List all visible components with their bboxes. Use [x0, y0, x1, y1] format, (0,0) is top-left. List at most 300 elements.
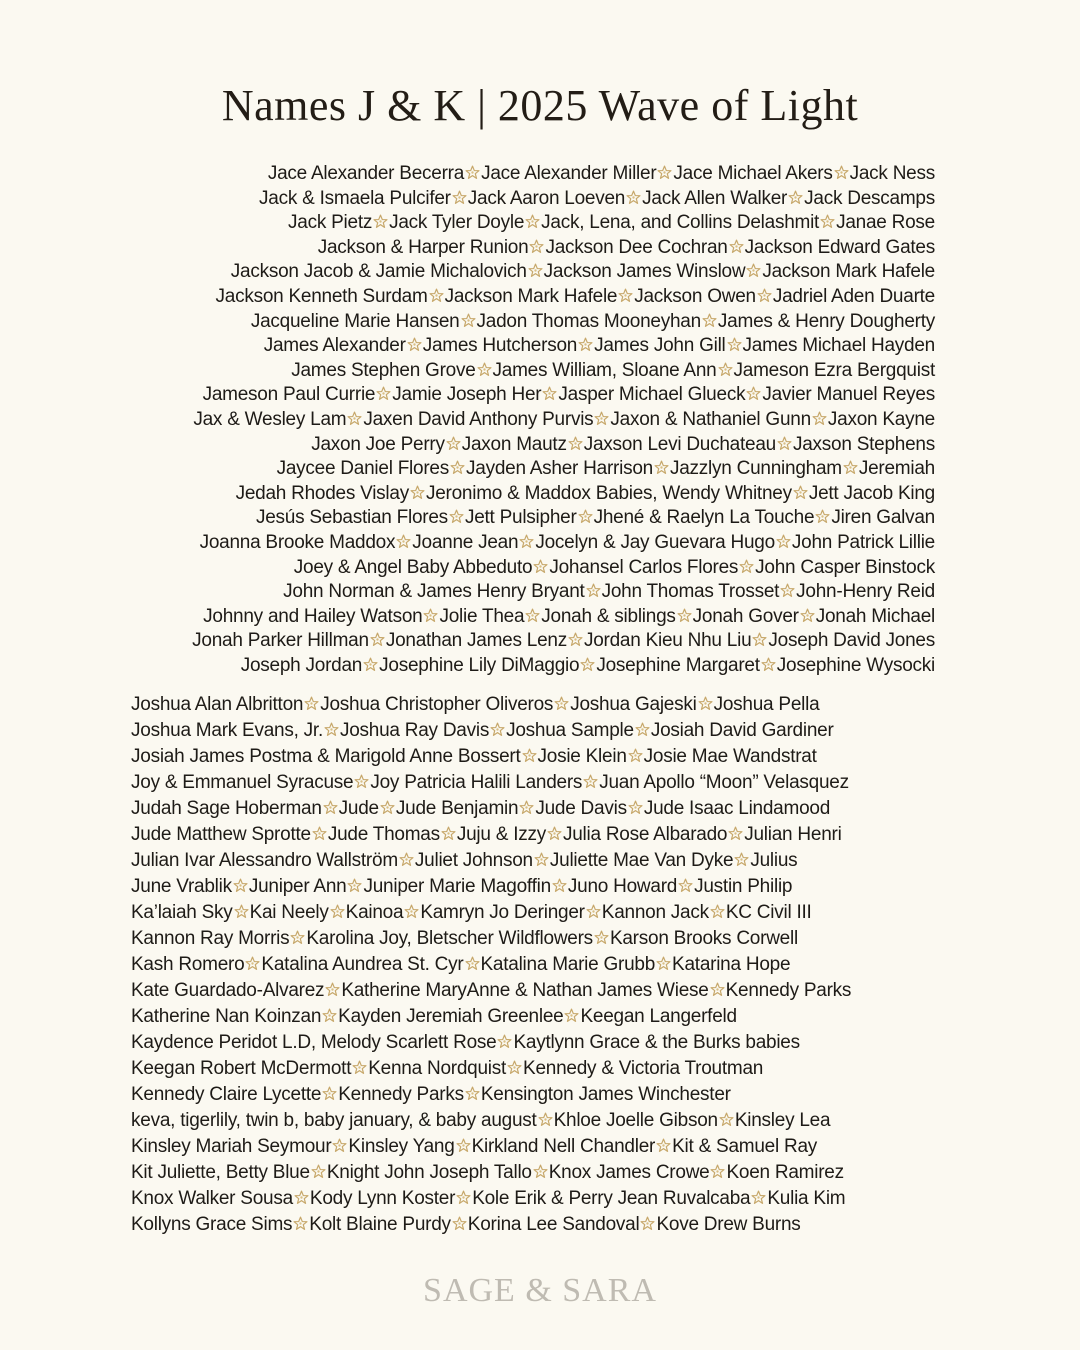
- name-row: [75, 433, 935, 458]
- name-row: [75, 408, 935, 433]
- memorial-name: Kinsley Lea: [734, 1110, 831, 1131]
- star-icon: [423, 606, 438, 621]
- star-icon: [354, 771, 369, 786]
- star-icon: [407, 335, 422, 350]
- star-icon: [752, 630, 767, 645]
- star-icon: [450, 458, 465, 473]
- name-row: [75, 162, 935, 187]
- memorial-name: James Alexander: [263, 335, 406, 357]
- star-icon: [678, 875, 693, 890]
- names-block-right-aligned: [75, 162, 935, 678]
- memorial-name: Jayden Asher Harrison: [466, 458, 653, 480]
- star-icon: [522, 745, 537, 760]
- star-icon: [729, 237, 744, 252]
- memorial-name: Kenna Nordquist: [368, 1058, 507, 1079]
- star-icon: [552, 875, 567, 890]
- star-icon: [702, 311, 717, 326]
- star-icon: [578, 335, 593, 350]
- name-row: [131, 978, 961, 1004]
- star-icon: [449, 507, 464, 522]
- name-row: [75, 531, 935, 556]
- star-icon: [718, 360, 733, 375]
- memorial-name: Kennedy Parks: [338, 1084, 464, 1105]
- memorial-name: John Thomas Trosset: [601, 581, 780, 603]
- memorial-name: Khloe Joelle Gibson: [553, 1110, 718, 1131]
- memorial-name: Keegan Langerfeld: [580, 1006, 737, 1027]
- memorial-name: Katalina Marie Grubb: [480, 954, 656, 975]
- memorial-name: Jasper Michael Glueck: [558, 384, 746, 406]
- memorial-name: Joseph Jordan: [240, 654, 363, 676]
- star-icon: [594, 409, 609, 424]
- star-icon: [376, 384, 391, 399]
- memorial-name: James Michael Hayden: [742, 335, 935, 357]
- name-row: [131, 952, 961, 978]
- memorial-name: Kinsley Yang: [348, 1136, 455, 1157]
- star-icon: [304, 693, 319, 708]
- memorial-name: Jack Tyler Doyle: [389, 212, 525, 234]
- memorial-name: Kate Guardado-Alvarez: [131, 980, 325, 1001]
- memorial-name: Knox James Crowe: [548, 1162, 710, 1183]
- star-icon: [322, 1083, 337, 1098]
- star-icon: [534, 849, 549, 864]
- memorial-name: Jaxson Levi Duchateau: [583, 433, 776, 455]
- star-icon: [746, 384, 761, 399]
- star-icon: [728, 823, 743, 838]
- memorial-name: Jack Ness: [849, 163, 935, 184]
- memorial-name: Josiah James Postma & Marigold Anne Bossert: [131, 746, 521, 767]
- star-icon: [656, 953, 671, 968]
- star-icon: [628, 745, 643, 760]
- memorial-name: Jeronimo & Maddox Babies, Wendy Whitney: [425, 482, 792, 504]
- star-icon: [793, 483, 808, 498]
- memorial-name: Jack & Ismaela Pulcifer: [259, 187, 451, 209]
- star-icon: [547, 823, 562, 838]
- memorial-name: Jesús Sebastian Flores: [255, 507, 448, 529]
- star-icon: [656, 1135, 671, 1150]
- memorial-name: Kennedy Parks: [725, 980, 852, 1001]
- memorial-name: Jackson James Winslow: [543, 261, 746, 283]
- name-row: [75, 506, 935, 531]
- star-icon: [746, 261, 761, 276]
- memorial-name: Jack Descamps: [804, 187, 935, 209]
- memorial-name: Jonah & siblings: [541, 605, 676, 627]
- star-icon: [477, 360, 492, 375]
- star-icon: [234, 901, 249, 916]
- star-icon: [834, 163, 849, 178]
- memorial-name: Joanne Jean: [412, 531, 519, 553]
- memorial-name: Juliette Mae Van Dyke: [549, 850, 734, 871]
- name-row: [131, 718, 961, 744]
- memorial-name: Joshua Sample: [506, 720, 634, 741]
- memorial-name: Jackson Mark Hafele: [762, 261, 935, 283]
- name-row: [75, 187, 935, 212]
- memorial-name: James Stephen Grove: [291, 359, 476, 381]
- memorial-name: John Patrick Lillie: [791, 531, 935, 553]
- star-icon: [461, 311, 476, 326]
- star-icon: [347, 875, 362, 890]
- name-row: [75, 359, 935, 384]
- memorial-name: Joshua Mark Evans, Jr.: [131, 720, 323, 741]
- memorial-name: Jackson Jacob & Jamie Michalovich: [230, 261, 527, 283]
- star-icon: [429, 286, 444, 301]
- names-block-left-aligned: [131, 692, 961, 1238]
- memorial-name: Jett Pulsipher: [464, 507, 577, 529]
- memorial-name: Kennedy & Victoria Troutman: [523, 1058, 764, 1079]
- name-row: [131, 1212, 961, 1238]
- memorial-name: Julian Henri: [744, 824, 842, 845]
- star-icon: [452, 1213, 467, 1228]
- name-row: [75, 457, 935, 482]
- memorial-name: Kamryn Jo Deringer: [420, 902, 585, 923]
- star-icon: [628, 797, 643, 812]
- star-icon: [580, 655, 595, 670]
- name-row: [75, 236, 935, 261]
- memorial-name: Juno Howard: [567, 876, 678, 897]
- memorial-name: Kainoa: [345, 902, 404, 923]
- star-icon: [456, 1135, 471, 1150]
- memorial-name: Joanna Brooke Maddox: [199, 531, 396, 553]
- name-row: [131, 926, 961, 952]
- memorial-name: Juan Apollo “Moon” Velasquez: [599, 772, 849, 793]
- star-icon: [635, 719, 650, 734]
- memorial-name: Juniper Ann: [248, 876, 347, 897]
- star-icon: [322, 1005, 337, 1020]
- star-icon: [332, 1135, 347, 1150]
- star-icon: [497, 1031, 512, 1046]
- star-icon: [820, 212, 835, 227]
- memorial-name: Jonathan James Lenz: [385, 630, 567, 652]
- name-row: [131, 744, 961, 770]
- memorial-name: Jace Michael Akers: [673, 163, 833, 184]
- memorial-name: Jack Allen Walker: [642, 187, 788, 209]
- star-icon: [719, 1109, 734, 1124]
- memorial-name: Jax & Wesley Lam: [193, 408, 347, 430]
- memorial-name: Jonah Michael: [815, 605, 935, 627]
- star-icon: [578, 507, 593, 522]
- memorial-name: Kit Juliette, Betty Blue: [131, 1162, 310, 1183]
- memorial-name: Jaxon Kayne: [827, 408, 935, 430]
- memorial-name: Jude Matthew Sprotte: [131, 824, 311, 845]
- memorial-name: Katherine Nan Koinzan: [131, 1006, 322, 1027]
- memorial-name: Jude: [338, 798, 379, 819]
- name-row: [75, 629, 935, 654]
- memorial-name: Jackson Edward Gates: [744, 236, 935, 258]
- memorial-name: Jett Jacob King: [808, 482, 935, 504]
- memorial-name: Juju & Izzy: [456, 824, 546, 845]
- star-icon: [519, 532, 534, 547]
- star-icon: [698, 693, 713, 708]
- memorial-name: Jude Isaac Lindamood: [643, 798, 831, 819]
- star-icon: [710, 1161, 725, 1176]
- star-icon: [843, 458, 858, 473]
- memorial-name: Jiren Galvan: [831, 507, 935, 529]
- star-icon: [490, 719, 505, 734]
- memorial-name: Jack Aaron Loeven: [467, 187, 626, 209]
- star-icon: [352, 1057, 367, 1072]
- star-icon: [525, 212, 540, 227]
- memorial-name: Joy & Emmanuel Syracuse: [131, 772, 354, 793]
- star-icon: [777, 434, 792, 449]
- star-icon: [456, 1187, 471, 1202]
- brand-footer: SAGE & SARA: [423, 1272, 657, 1309]
- name-row: [131, 1160, 961, 1186]
- star-icon: [465, 953, 480, 968]
- star-icon: [739, 557, 754, 572]
- star-icon: [640, 1213, 655, 1228]
- star-icon: [757, 286, 772, 301]
- star-icon: [465, 163, 480, 178]
- star-icon: [710, 979, 725, 994]
- star-icon: [533, 557, 548, 572]
- memorial-name: Jackson Kenneth Surdam: [215, 285, 428, 307]
- name-row: [131, 1082, 961, 1108]
- memorial-name: Kash Romero: [131, 954, 245, 975]
- memorial-name: Jocelyn & Jay Guevara Hugo: [535, 531, 775, 553]
- memorial-name: Juniper Marie Magoffin: [363, 876, 551, 897]
- star-icon: [245, 953, 260, 968]
- memorial-name: Korina Lee Sandoval: [467, 1214, 640, 1235]
- memorial-name: Joshua Alan Albritton: [131, 694, 304, 715]
- memorial-name: Kannon Ray Morris: [131, 928, 290, 949]
- star-icon: [554, 693, 569, 708]
- name-row: [75, 211, 935, 236]
- memorial-name: Jordan Kieu Nhu Liu: [583, 630, 752, 652]
- memorial-name: Karson Brooks Corwell: [609, 928, 798, 949]
- name-row: [75, 654, 935, 679]
- memorial-name: Jolie Thea: [439, 605, 525, 627]
- memorial-name: Joey & Angel Baby Abbeduto: [293, 556, 533, 578]
- memorial-name: James Hutcherson: [422, 335, 578, 357]
- memorial-name: Joshua Gajeski: [570, 694, 697, 715]
- star-icon: [380, 797, 395, 812]
- memorial-name: Joshua Pella: [713, 694, 820, 715]
- star-icon: [788, 188, 803, 203]
- memorial-name: Josie Mae Wandstrat: [643, 746, 817, 767]
- name-row: [75, 556, 935, 581]
- memorial-name: Josie Klein: [537, 746, 627, 767]
- memorial-name: Kai Neely: [249, 902, 329, 923]
- memorial-name: James & Henry Dougherty: [717, 310, 935, 332]
- star-icon: [525, 606, 540, 621]
- memorial-name: Jaxon & Nathaniel Gunn: [610, 408, 811, 430]
- star-icon: [568, 434, 583, 449]
- memorial-name: keva, tigerlily, twin b, baby january, & baby august: [131, 1110, 537, 1131]
- name-row: [131, 900, 961, 926]
- star-icon: [583, 771, 598, 786]
- memorial-name: James William, Sloane Ann: [492, 359, 717, 381]
- memorial-name: Jonah Parker Hillman: [192, 630, 369, 652]
- memorial-name: Knight John Joseph Tallo: [326, 1162, 532, 1183]
- memorial-name: Jadon Thomas Mooneyhan: [476, 310, 701, 332]
- star-icon: [586, 901, 601, 916]
- star-icon: [800, 606, 815, 621]
- memorial-name: Judah Sage Hoberman: [131, 798, 322, 819]
- memorial-name: Kit & Samuel Ray: [672, 1136, 818, 1157]
- name-row: [75, 580, 935, 605]
- memorial-name: Jonah Gover: [692, 605, 799, 627]
- name-row: [75, 334, 935, 359]
- memorial-name: Joy Patricia Halili Landers: [370, 772, 583, 793]
- name-row: [75, 285, 935, 310]
- star-icon: [324, 719, 339, 734]
- memorial-name: Karolina Joy, Bletscher Wildflowers: [306, 928, 593, 949]
- name-row: [131, 1108, 961, 1134]
- name-row: [131, 1030, 961, 1056]
- star-icon: [734, 849, 749, 864]
- memorial-name: Kennedy Claire Lycette: [131, 1084, 322, 1105]
- memorial-name: Jameson Paul Currie: [202, 384, 376, 406]
- memorial-name: Kinsley Mariah Seymour: [131, 1136, 332, 1157]
- memorial-name: Joshua Christopher Oliveros: [320, 694, 554, 715]
- star-icon: [294, 1187, 309, 1202]
- memorial-name: KC Civil III: [725, 902, 812, 923]
- memorial-name: Kaydence Peridot L.D, Melody Scarlett Rose: [131, 1032, 497, 1053]
- name-row: [131, 770, 961, 796]
- star-icon: [618, 286, 633, 301]
- memorial-name: Jace Alexander Becerra: [267, 163, 465, 184]
- star-icon: [586, 581, 601, 596]
- star-icon: [654, 458, 669, 473]
- memorial-name: Jaycee Daniel Flores: [276, 458, 449, 480]
- memorial-name: Jeremiah: [858, 458, 935, 480]
- memorial-name: Johnny and Hailey Watson: [203, 605, 423, 627]
- star-icon: [626, 188, 641, 203]
- star-icon: [347, 409, 362, 424]
- memorial-name: Josephine Margaret: [596, 654, 760, 676]
- star-icon: [761, 655, 776, 670]
- star-icon: [677, 606, 692, 621]
- memorial-name: Knox Walker Sousa: [131, 1188, 293, 1209]
- memorial-name: Kayden Jeremiah Greenlee: [338, 1006, 564, 1027]
- star-icon: [373, 212, 388, 227]
- name-row: [131, 1134, 961, 1160]
- star-icon: [441, 823, 456, 838]
- memorial-name: Justin Philip: [694, 876, 793, 897]
- memorial-name: James John Gill: [594, 335, 726, 357]
- name-row: [75, 310, 935, 335]
- memorial-name: Keegan Robert McDermott: [131, 1058, 352, 1079]
- star-icon: [751, 1187, 766, 1202]
- memorial-name: Jackson & Harper Runion: [317, 236, 529, 258]
- memorial-name: Jhené & Raelyn La Touche: [593, 507, 815, 529]
- memorial-name: Jack, Lena, and Collins Delashmit: [541, 212, 820, 234]
- name-row: [75, 605, 935, 630]
- star-icon: [507, 1057, 522, 1072]
- star-icon: [529, 237, 544, 252]
- memorial-name: Jaxson Stephens: [792, 433, 935, 455]
- memorial-name: Kody Lynn Koster: [309, 1188, 456, 1209]
- page-title: Names J & K | 2025 Wave of Light: [221, 81, 859, 130]
- memorial-name: Jackson Dee Cochran: [545, 236, 728, 258]
- star-icon: [330, 901, 345, 916]
- memorial-name: Jadriel Aden Duarte: [772, 285, 935, 307]
- star-icon: [370, 630, 385, 645]
- star-icon: [776, 532, 791, 547]
- name-row: [131, 796, 961, 822]
- memorial-name: June Vrablik: [131, 876, 232, 897]
- star-icon: [446, 434, 461, 449]
- memorial-name: Josephine Wysocki: [776, 654, 935, 676]
- star-icon: [727, 335, 742, 350]
- memorial-name: Julian Ivar Alessandro Wallström: [131, 850, 398, 871]
- memorial-name: Jace Alexander Miller: [481, 163, 657, 184]
- star-icon: [780, 581, 795, 596]
- star-icon: [363, 655, 378, 670]
- memorial-name: Jaxen David Anthony Purvis: [363, 408, 594, 430]
- star-icon: [710, 901, 725, 916]
- memorial-name: Kole Erik & Perry Jean Ruvalcaba: [472, 1188, 751, 1209]
- memorial-name: Kollyns Grace Sims: [131, 1214, 293, 1235]
- memorial-name: Julius: [750, 850, 798, 871]
- memorial-name: Kensington James Winchester: [480, 1084, 731, 1105]
- star-icon: [396, 532, 411, 547]
- memorial-name: Jude Davis: [535, 798, 627, 819]
- star-icon: [233, 875, 248, 890]
- memorial-name: Jamie Joseph Her: [392, 384, 542, 406]
- memorial-name: Jude Thomas: [327, 824, 440, 845]
- name-row: [131, 692, 961, 718]
- memorial-name: Kove Drew Burns: [656, 1214, 801, 1235]
- star-icon: [404, 901, 419, 916]
- memorial-name: Juliet Johnson: [414, 850, 533, 871]
- star-icon: [312, 823, 327, 838]
- star-icon: [465, 1083, 480, 1098]
- star-icon: [410, 483, 425, 498]
- name-row: [131, 848, 961, 874]
- memorial-name: John Norman & James Henry Bryant: [283, 581, 585, 603]
- name-row: [75, 260, 935, 285]
- name-row: [131, 1186, 961, 1212]
- name-row: [75, 482, 935, 507]
- star-icon: [812, 409, 827, 424]
- name-row: [131, 1056, 961, 1082]
- memorial-name: Katherine MaryAnne & Nathan James Wiese: [341, 980, 709, 1001]
- memorial-name: Kulia Kim: [767, 1188, 846, 1209]
- star-icon: [293, 1213, 308, 1228]
- memorial-name: Jude Benjamin: [395, 798, 519, 819]
- star-icon: [519, 797, 534, 812]
- memorial-name: Jazzlyn Cunningham: [669, 458, 842, 480]
- memorial-name: Janae Rose: [836, 212, 935, 234]
- memorial-name: John-Henry Reid: [796, 581, 935, 603]
- name-row: [131, 822, 961, 848]
- name-row: [131, 1004, 961, 1030]
- memorial-name: Jedah Rhodes Vislay: [235, 482, 409, 504]
- memorial-name: Julia Rose Albarado: [562, 824, 728, 845]
- memorial-name: Jackson Owen: [634, 285, 756, 307]
- memorial-name: Jack Pietz: [288, 212, 373, 234]
- memorial-name: Josiah David Gardiner: [650, 720, 834, 741]
- star-icon: [815, 507, 830, 522]
- memorial-name: Joseph David Jones: [768, 630, 935, 652]
- memorial-name: Jacqueline Marie Hansen: [250, 310, 460, 332]
- star-icon: [538, 1109, 553, 1124]
- star-icon: [528, 261, 543, 276]
- name-row: [131, 874, 961, 900]
- star-icon: [323, 797, 338, 812]
- memorial-name: Jackson Mark Hafele: [444, 285, 618, 307]
- memorial-name: Jaxon Joe Perry: [311, 433, 445, 455]
- memorial-name: John Casper Binstock: [755, 556, 935, 578]
- memorial-name: Kolt Blaine Purdy: [309, 1214, 451, 1235]
- memorial-name: Javier Manuel Reyes: [762, 384, 935, 406]
- memorial-name: Josephine Lily DiMaggio: [379, 654, 580, 676]
- memorial-name: Koen Ramirez: [726, 1162, 844, 1183]
- memorial-name: Kirkland Nell Chandler: [471, 1136, 656, 1157]
- memorial-name: Katalina Aundrea St. Cyr: [261, 954, 464, 975]
- star-icon: [452, 188, 467, 203]
- star-icon: [290, 927, 305, 942]
